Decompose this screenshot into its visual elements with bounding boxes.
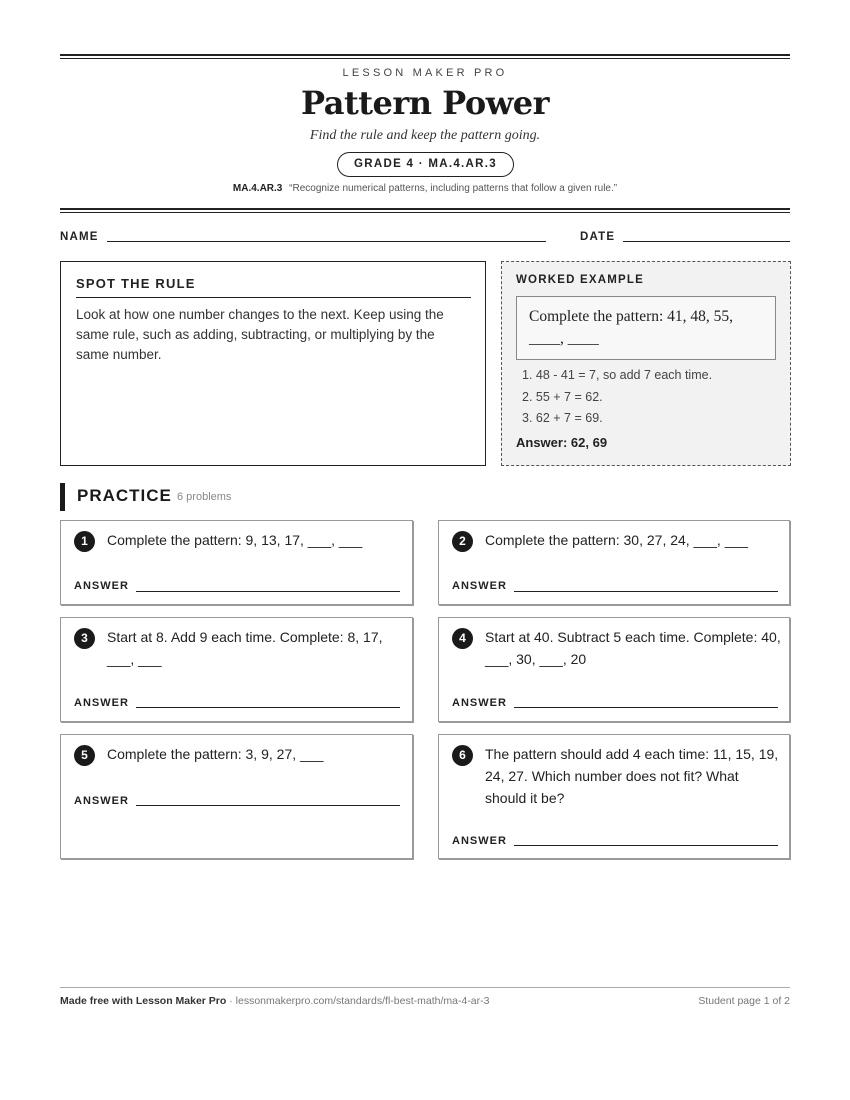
problem-card-3 [60,617,413,722]
answer-label: ANSWER [452,697,507,709]
problem-text: Complete the pattern: 3, 9, 27, ___ [107,746,324,762]
page-title: Pattern Power [301,84,549,122]
answer-label: ANSWER [452,835,507,847]
worked-example-question-blanks: ____, ____ [529,330,599,347]
problem-number-badge: 6 [452,745,473,766]
answer-field-1[interactable] [136,591,400,592]
answer-field-4[interactable] [514,707,778,708]
problem-card-4 [438,617,790,722]
date-label: DATE [580,231,616,243]
problem-text: Start at 8. Add 9 each time. Complete: 8, 17, ___, ___ [107,629,383,667]
problem-text: Complete the pattern: 30, 27, 24, ___, ___ [485,532,749,548]
date-field[interactable] [623,241,790,242]
worked-example-steps [522,366,712,431]
answer-field-3[interactable] [136,707,400,708]
problem-text: Start at 40. Subtract 5 each time. Complete: 40, ___, 30, ___, 20 [485,629,781,667]
answer-label: ANSWER [452,580,507,592]
standard-line [60,183,790,194]
problem-number-badge: 4 [452,628,473,649]
footer-page-number: Student page 1 of 2 [698,995,790,1007]
worked-example-step: 2. 55 + 7 = 62. [522,389,603,404]
page-subtitle: Find the rule and keep the pattern going. [309,128,541,143]
spot-the-rule-text: Look at how one number changes to the next. Keep using the same rule, such as adding, subtracting, or multiplying by the same number. [76,307,444,362]
footer-rule [60,987,790,988]
problem-card-2 [438,520,790,605]
answer-field-6[interactable] [514,845,778,846]
problem-card-6 [438,734,790,859]
problem-number-badge: 1 [74,531,95,552]
header-bottom-double-rule [60,208,790,213]
problem-text: The pattern should add 4 each time: 11, 15, 19, 24, 27. Which number does not fit? What should it be? [485,746,779,806]
worked-example-step: 3. 62 + 7 = 69. [522,411,603,425]
practice-count: 6 problems [177,491,232,503]
worked-example-answer: Answer: 62, 69 [516,435,608,450]
problem-text: Complete the pattern: 9, 13, 17, ___, ___ [107,532,363,548]
answer-label: ANSWER [74,697,129,709]
name-label: NAME [60,231,99,243]
worked-example-question-line: Complete the pattern: 41, 48, 55, [529,308,734,325]
top-double-rule [60,54,790,59]
worked-example-heading: WORKED EXAMPLE [516,274,644,286]
answer-label: ANSWER [74,580,129,592]
answer-label: ANSWER [74,795,129,807]
answer-field-5[interactable] [136,805,400,806]
grade-badge: GRADE 4 · MA.4.AR.3 [337,152,514,177]
worked-example-step: 1. 48 - 41 = 7, so add 7 each time. [522,368,713,382]
spot-the-rule-heading: SPOT THE RULE [76,276,471,298]
worked-example-box [501,261,791,466]
problem-number-badge: 2 [452,531,473,552]
worksheet-page [60,0,790,1100]
footer-credit [60,995,489,1007]
standard-code: MA.4.AR.3 [232,183,283,194]
footer-made-with: Made free with Lesson Maker Pro [60,995,227,1007]
answer-field-2[interactable] [514,591,778,592]
practice-accent-bar [60,483,65,511]
worked-example-question [516,296,776,360]
standard-text: “Recognize numerical patterns, including patterns that follow a given rule.” [289,183,618,194]
problem-number-badge: 3 [74,628,95,649]
spot-the-rule-box [60,261,486,466]
footer-url[interactable]: · lessonmakerpro.com/standards/fl-best-math/ma-4-ar-3 [226,995,490,1007]
problem-number-badge: 5 [74,745,95,766]
problem-card-5 [60,734,413,859]
problem-card-1 [60,520,413,605]
brand-name: LESSON MAKER PRO [342,67,508,79]
name-field[interactable] [107,241,546,242]
practice-heading: PRACTICE [77,486,172,505]
